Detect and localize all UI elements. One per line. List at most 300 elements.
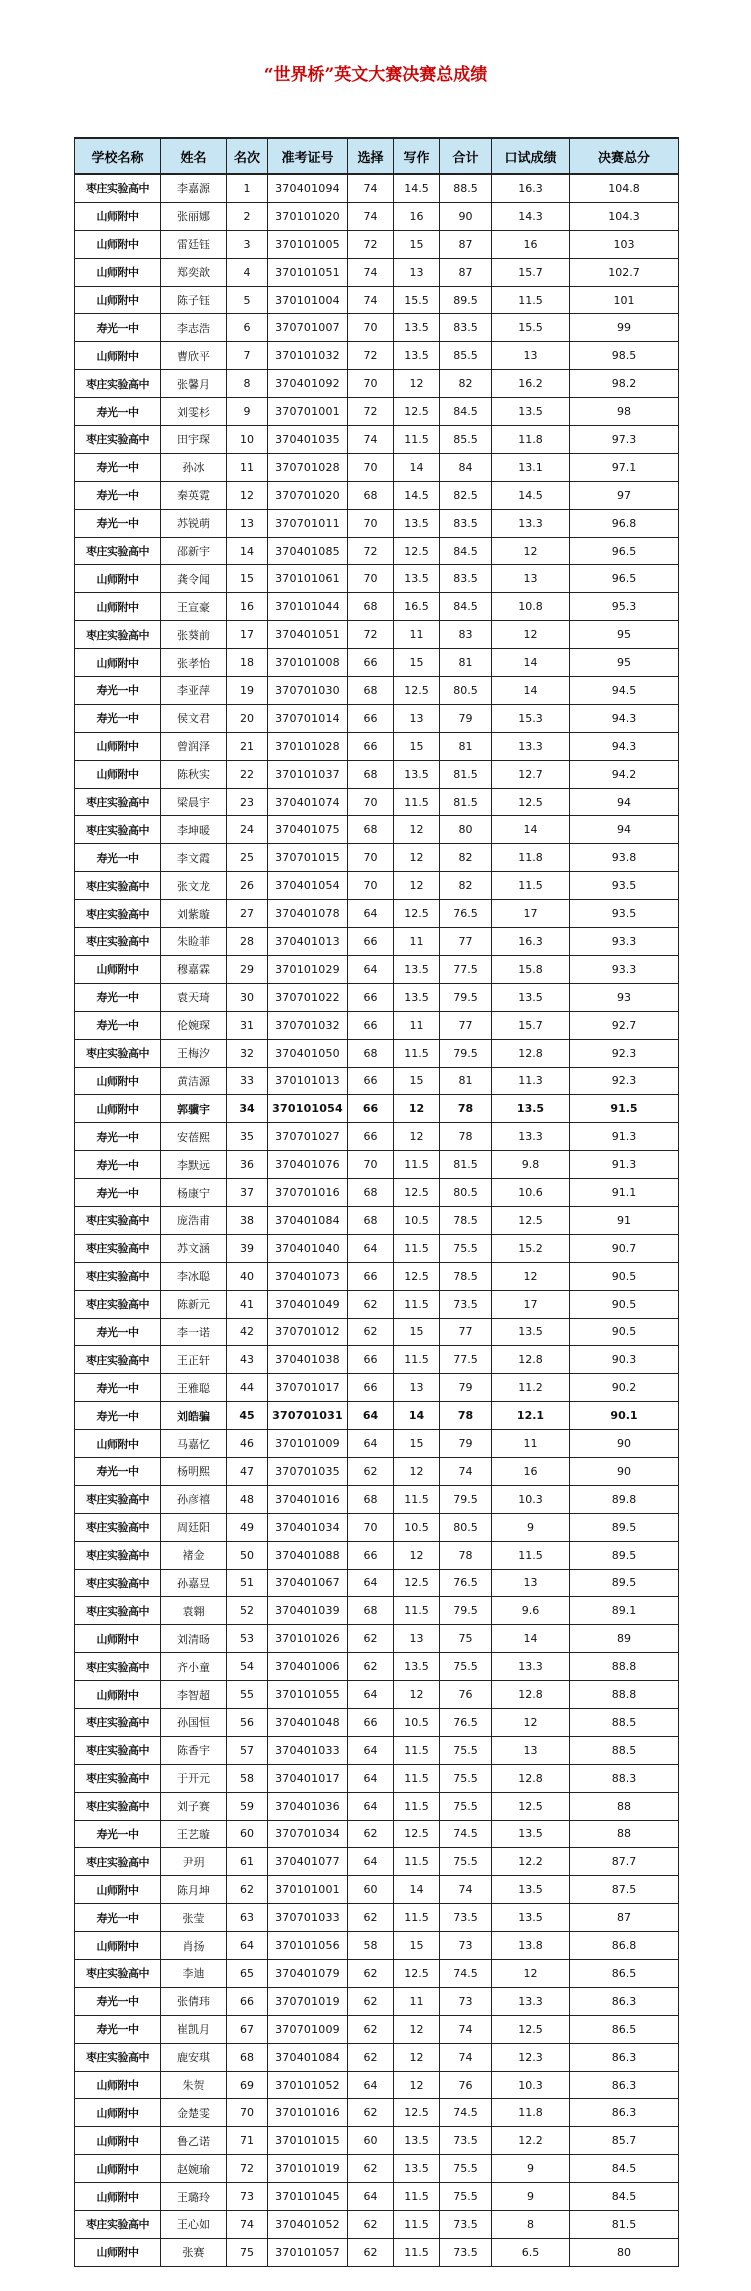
subtotal-cell: 76.5 — [440, 1708, 492, 1736]
subtotal-cell: 75 — [440, 1625, 492, 1653]
exam-number-cell: 370101052 — [268, 2071, 348, 2099]
writing-cell: 14 — [394, 1876, 440, 1904]
oral-cell: 16.3 — [492, 928, 570, 956]
subtotal-cell: 77 — [440, 928, 492, 956]
table-row — [75, 1346, 679, 1374]
exam-number-cell: 370101004 — [268, 286, 348, 314]
oral-cell: 15.7 — [492, 1011, 570, 1039]
school-cell: 枣庄实验高中 — [75, 1736, 161, 1764]
choice-cell: 70 — [348, 370, 394, 398]
writing-cell: 11 — [394, 621, 440, 649]
exam-number-cell: 370401054 — [268, 872, 348, 900]
rank-cell: 63 — [227, 1904, 268, 1932]
writing-cell: 13 — [394, 704, 440, 732]
final-total-cell: 94.5 — [570, 677, 679, 705]
rank-cell: 45 — [227, 1402, 268, 1430]
writing-cell: 15 — [394, 1932, 440, 1960]
header-final-total: 决赛总分 — [570, 138, 679, 174]
table-row — [75, 1681, 679, 1709]
exam-number-cell: 370101019 — [268, 2155, 348, 2183]
writing-cell: 13.5 — [394, 2155, 440, 2183]
final-total-cell: 94 — [570, 816, 679, 844]
subtotal-cell: 73 — [440, 1987, 492, 2015]
oral-cell: 12 — [492, 1708, 570, 1736]
table-row — [75, 1485, 679, 1513]
name-cell: 陈秋实 — [161, 760, 227, 788]
school-cell: 枣庄实验高中 — [75, 928, 161, 956]
oral-cell: 12 — [492, 537, 570, 565]
subtotal-cell: 81 — [440, 732, 492, 760]
name-cell: 李默远 — [161, 1151, 227, 1179]
exam-number-cell: 370401034 — [268, 1513, 348, 1541]
oral-cell: 12 — [492, 621, 570, 649]
rank-cell: 35 — [227, 1123, 268, 1151]
writing-cell: 12 — [394, 2071, 440, 2099]
choice-cell: 62 — [348, 1904, 394, 1932]
rank-cell: 69 — [227, 2071, 268, 2099]
choice-cell: 68 — [348, 677, 394, 705]
school-cell: 枣庄实验高中 — [75, 1848, 161, 1876]
writing-cell: 13.5 — [394, 983, 440, 1011]
table-row — [75, 1123, 679, 1151]
choice-cell: 64 — [348, 1430, 394, 1458]
rank-cell: 23 — [227, 788, 268, 816]
subtotal-cell: 74.5 — [440, 1960, 492, 1988]
table-row — [75, 1820, 679, 1848]
school-cell: 山师附中 — [75, 342, 161, 370]
choice-cell: 72 — [348, 537, 394, 565]
subtotal-cell: 79 — [440, 704, 492, 732]
choice-cell: 74 — [348, 202, 394, 230]
school-cell: 寿光一中 — [75, 677, 161, 705]
final-total-cell: 93.5 — [570, 872, 679, 900]
rank-cell: 3 — [227, 230, 268, 258]
table-row — [75, 1736, 679, 1764]
final-total-cell: 90 — [570, 1430, 679, 1458]
subtotal-cell: 76 — [440, 1681, 492, 1709]
subtotal-cell: 85.5 — [440, 342, 492, 370]
oral-cell: 12 — [492, 1960, 570, 1988]
name-cell: 刘皓骗 — [161, 1402, 227, 1430]
school-cell: 枣庄实验高中 — [75, 788, 161, 816]
subtotal-cell: 74.5 — [440, 1820, 492, 1848]
final-total-cell: 84.5 — [570, 2183, 679, 2211]
school-cell: 寿光一中 — [75, 1457, 161, 1485]
subtotal-cell: 88.5 — [440, 174, 492, 202]
final-total-cell: 86.8 — [570, 1932, 679, 1960]
exam-number-cell: 370401048 — [268, 1708, 348, 1736]
oral-cell: 11.8 — [492, 2099, 570, 2127]
subtotal-cell: 79.5 — [440, 1039, 492, 1067]
school-cell: 寿光一中 — [75, 844, 161, 872]
school-cell: 山师附中 — [75, 2071, 161, 2099]
table-row — [75, 398, 679, 426]
name-cell: 崔凯月 — [161, 2015, 227, 2043]
writing-cell: 11.5 — [394, 426, 440, 454]
writing-cell: 11 — [394, 1987, 440, 2015]
school-cell: 枣庄实验高中 — [75, 1485, 161, 1513]
rank-cell: 28 — [227, 928, 268, 956]
name-cell: 黄洁源 — [161, 1067, 227, 1095]
exam-number-cell: 370401084 — [268, 2043, 348, 2071]
exam-number-cell: 370701027 — [268, 1123, 348, 1151]
table-row — [75, 2071, 679, 2099]
rank-cell: 51 — [227, 1569, 268, 1597]
rank-cell: 8 — [227, 370, 268, 398]
final-total-cell: 91 — [570, 1206, 679, 1234]
choice-cell: 66 — [348, 1095, 394, 1123]
oral-cell: 17 — [492, 1290, 570, 1318]
table-row — [75, 230, 679, 258]
subtotal-cell: 78 — [440, 1123, 492, 1151]
name-cell: 金楚雯 — [161, 2099, 227, 2127]
exam-number-cell: 370401033 — [268, 1736, 348, 1764]
choice-cell: 64 — [348, 1764, 394, 1792]
final-total-cell: 96.8 — [570, 509, 679, 537]
choice-cell: 68 — [348, 593, 394, 621]
oral-cell: 13.1 — [492, 453, 570, 481]
choice-cell: 62 — [348, 1457, 394, 1485]
writing-cell: 14 — [394, 1402, 440, 1430]
oral-cell: 16.3 — [492, 174, 570, 202]
writing-cell: 11.5 — [394, 1848, 440, 1876]
school-cell: 枣庄实验高中 — [75, 1234, 161, 1262]
exam-number-cell: 370401013 — [268, 928, 348, 956]
final-total-cell: 80 — [570, 2238, 679, 2266]
school-cell: 枣庄实验高中 — [75, 370, 161, 398]
table-row — [75, 1541, 679, 1569]
oral-cell: 9 — [492, 2183, 570, 2211]
table-row — [75, 202, 679, 230]
school-cell: 山师附中 — [75, 2238, 161, 2266]
oral-cell: 13 — [492, 1736, 570, 1764]
name-cell: 陈月坤 — [161, 1876, 227, 1904]
rank-cell: 74 — [227, 2211, 268, 2239]
table-row — [75, 1513, 679, 1541]
oral-cell: 12.7 — [492, 760, 570, 788]
table-row — [75, 1848, 679, 1876]
subtotal-cell: 75.5 — [440, 1792, 492, 1820]
rank-cell: 9 — [227, 398, 268, 426]
final-total-cell: 92.3 — [570, 1067, 679, 1095]
subtotal-cell: 75.5 — [440, 2183, 492, 2211]
choice-cell: 64 — [348, 900, 394, 928]
table-row — [75, 1206, 679, 1234]
writing-cell: 14.5 — [394, 481, 440, 509]
rank-cell: 10 — [227, 426, 268, 454]
oral-cell: 17 — [492, 900, 570, 928]
writing-cell: 11.5 — [394, 1597, 440, 1625]
choice-cell: 66 — [348, 1123, 394, 1151]
exam-number-cell: 370101026 — [268, 1625, 348, 1653]
rank-cell: 29 — [227, 955, 268, 983]
rank-cell: 41 — [227, 1290, 268, 1318]
subtotal-cell: 82 — [440, 844, 492, 872]
rank-cell: 62 — [227, 1876, 268, 1904]
subtotal-cell: 84.5 — [440, 593, 492, 621]
final-total-cell: 90.5 — [570, 1290, 679, 1318]
final-total-cell: 89.5 — [570, 1569, 679, 1597]
school-cell: 山师附中 — [75, 1876, 161, 1904]
table-row — [75, 1318, 679, 1346]
page-title: “世界桥”英文大赛决赛总成绩 — [263, 65, 488, 85]
school-cell: 山师附中 — [75, 1095, 161, 1123]
writing-cell: 11.5 — [394, 1485, 440, 1513]
subtotal-cell: 78 — [440, 1095, 492, 1123]
choice-cell: 68 — [348, 1485, 394, 1513]
name-cell: 田宇琛 — [161, 426, 227, 454]
final-total-cell: 98 — [570, 398, 679, 426]
subtotal-cell: 79 — [440, 1430, 492, 1458]
table-row — [75, 1960, 679, 1988]
rank-cell: 53 — [227, 1625, 268, 1653]
rank-cell: 19 — [227, 677, 268, 705]
name-cell: 苏文涵 — [161, 1234, 227, 1262]
oral-cell: 12.5 — [492, 1206, 570, 1234]
choice-cell: 64 — [348, 1234, 394, 1262]
school-cell: 枣庄实验高中 — [75, 537, 161, 565]
exam-number-cell: 370401073 — [268, 1262, 348, 1290]
subtotal-cell: 81.5 — [440, 760, 492, 788]
rank-cell: 37 — [227, 1179, 268, 1207]
school-cell: 枣庄实验高中 — [75, 1346, 161, 1374]
table-row — [75, 2099, 679, 2127]
school-cell: 山师附中 — [75, 732, 161, 760]
rank-cell: 36 — [227, 1151, 268, 1179]
rank-cell: 59 — [227, 1792, 268, 1820]
table-row — [75, 983, 679, 1011]
rank-cell: 47 — [227, 1457, 268, 1485]
writing-cell: 11.5 — [394, 1792, 440, 1820]
writing-cell: 15 — [394, 230, 440, 258]
rank-cell: 42 — [227, 1318, 268, 1346]
table-row — [75, 1708, 679, 1736]
table-row — [75, 426, 679, 454]
exam-number-cell: 370701012 — [268, 1318, 348, 1346]
rank-cell: 49 — [227, 1513, 268, 1541]
rank-cell: 17 — [227, 621, 268, 649]
exam-number-cell: 370401079 — [268, 1960, 348, 1988]
choice-cell: 68 — [348, 481, 394, 509]
oral-cell: 13.3 — [492, 1653, 570, 1681]
final-total-cell: 89.5 — [570, 1513, 679, 1541]
oral-cell: 15.5 — [492, 314, 570, 342]
final-total-cell: 103 — [570, 230, 679, 258]
rank-cell: 75 — [227, 2238, 268, 2266]
school-cell: 寿光一中 — [75, 1402, 161, 1430]
subtotal-cell: 83.5 — [440, 509, 492, 537]
name-cell: 孙嘉昱 — [161, 1569, 227, 1597]
name-cell: 李冰聪 — [161, 1262, 227, 1290]
exam-number-cell: 370701034 — [268, 1820, 348, 1848]
school-cell: 寿光一中 — [75, 2015, 161, 2043]
exam-number-cell: 370101005 — [268, 230, 348, 258]
table-row — [75, 872, 679, 900]
final-total-cell: 97.3 — [570, 426, 679, 454]
choice-cell: 60 — [348, 2127, 394, 2155]
oral-cell: 10.6 — [492, 1179, 570, 1207]
choice-cell: 62 — [348, 2015, 394, 2043]
subtotal-cell: 75.5 — [440, 1764, 492, 1792]
name-cell: 龚令闻 — [161, 565, 227, 593]
final-total-cell: 90 — [570, 1457, 679, 1485]
writing-cell: 14 — [394, 453, 440, 481]
school-cell: 寿光一中 — [75, 704, 161, 732]
exam-number-cell: 370101020 — [268, 202, 348, 230]
name-cell: 安蓓熙 — [161, 1123, 227, 1151]
name-cell: 刘紫璇 — [161, 900, 227, 928]
exam-number-cell: 370101054 — [268, 1095, 348, 1123]
choice-cell: 70 — [348, 872, 394, 900]
name-cell: 袁天琦 — [161, 983, 227, 1011]
rank-cell: 71 — [227, 2127, 268, 2155]
table-row — [75, 760, 679, 788]
school-cell: 枣庄实验高中 — [75, 1960, 161, 1988]
rank-cell: 12 — [227, 481, 268, 509]
table-row — [75, 1402, 679, 1430]
exam-number-cell: 370101037 — [268, 760, 348, 788]
table-row — [75, 2183, 679, 2211]
choice-cell: 70 — [348, 1513, 394, 1541]
exam-number-cell: 370401036 — [268, 1792, 348, 1820]
oral-cell: 12.2 — [492, 2127, 570, 2155]
subtotal-cell: 83 — [440, 621, 492, 649]
rank-cell: 27 — [227, 900, 268, 928]
writing-cell: 13.5 — [394, 342, 440, 370]
name-cell: 尹玥 — [161, 1848, 227, 1876]
school-cell: 山师附中 — [75, 760, 161, 788]
writing-cell: 12 — [394, 370, 440, 398]
table-row — [75, 286, 679, 314]
choice-cell: 62 — [348, 2211, 394, 2239]
writing-cell: 12.5 — [394, 1820, 440, 1848]
final-total-cell: 90.3 — [570, 1346, 679, 1374]
subtotal-cell: 87 — [440, 258, 492, 286]
exam-number-cell: 370401035 — [268, 426, 348, 454]
subtotal-cell: 74 — [440, 2015, 492, 2043]
table-row — [75, 1095, 679, 1123]
writing-cell: 16.5 — [394, 593, 440, 621]
name-cell: 张葵前 — [161, 621, 227, 649]
writing-cell: 12.5 — [394, 1179, 440, 1207]
exam-number-cell: 370401085 — [268, 537, 348, 565]
rank-cell: 21 — [227, 732, 268, 760]
writing-cell: 13.5 — [394, 314, 440, 342]
oral-cell: 11.8 — [492, 844, 570, 872]
rank-cell: 39 — [227, 1234, 268, 1262]
subtotal-cell: 77 — [440, 1318, 492, 1346]
table-row — [75, 1039, 679, 1067]
final-total-cell: 92.3 — [570, 1039, 679, 1067]
rank-cell: 38 — [227, 1206, 268, 1234]
subtotal-cell: 87 — [440, 230, 492, 258]
final-total-cell: 88.5 — [570, 1736, 679, 1764]
rank-cell: 16 — [227, 593, 268, 621]
school-cell: 山师附中 — [75, 649, 161, 677]
school-cell: 山师附中 — [75, 955, 161, 983]
writing-cell: 12.5 — [394, 1569, 440, 1597]
school-cell: 山师附中 — [75, 286, 161, 314]
choice-cell: 66 — [348, 1262, 394, 1290]
writing-cell: 11.5 — [394, 1764, 440, 1792]
rank-cell: 22 — [227, 760, 268, 788]
table-row — [75, 342, 679, 370]
writing-cell: 13.5 — [394, 760, 440, 788]
school-cell: 枣庄实验高中 — [75, 1597, 161, 1625]
final-total-cell: 91.3 — [570, 1123, 679, 1151]
writing-cell: 12 — [394, 1457, 440, 1485]
rank-cell: 20 — [227, 704, 268, 732]
choice-cell: 68 — [348, 760, 394, 788]
name-cell: 李坤暖 — [161, 816, 227, 844]
final-total-cell: 94 — [570, 788, 679, 816]
choice-cell: 62 — [348, 1820, 394, 1848]
school-cell: 枣庄实验高中 — [75, 1262, 161, 1290]
choice-cell: 66 — [348, 1708, 394, 1736]
choice-cell: 66 — [348, 1011, 394, 1039]
name-cell: 褚金 — [161, 1541, 227, 1569]
rank-cell: 44 — [227, 1374, 268, 1402]
subtotal-cell: 84 — [440, 453, 492, 481]
oral-cell: 11 — [492, 1430, 570, 1458]
choice-cell: 62 — [348, 2099, 394, 2127]
writing-cell: 15 — [394, 1067, 440, 1095]
oral-cell: 9 — [492, 1513, 570, 1541]
final-total-cell: 93.3 — [570, 928, 679, 956]
subtotal-cell: 79.5 — [440, 983, 492, 1011]
table-row — [75, 453, 679, 481]
school-cell: 山师附中 — [75, 2155, 161, 2183]
school-cell: 寿光一中 — [75, 1123, 161, 1151]
table-row — [75, 2211, 679, 2239]
exam-number-cell: 370701007 — [268, 314, 348, 342]
choice-cell: 66 — [348, 732, 394, 760]
name-cell: 李嘉源 — [161, 174, 227, 202]
final-total-cell: 88.8 — [570, 1653, 679, 1681]
exam-number-cell: 370401084 — [268, 1206, 348, 1234]
final-total-cell: 87.7 — [570, 1848, 679, 1876]
choice-cell: 72 — [348, 621, 394, 649]
oral-cell: 14 — [492, 677, 570, 705]
name-cell: 张孝怡 — [161, 649, 227, 677]
final-total-cell: 101 — [570, 286, 679, 314]
table-row — [75, 1234, 679, 1262]
final-total-cell: 90.1 — [570, 1402, 679, 1430]
name-cell: 李智超 — [161, 1681, 227, 1709]
school-cell: 山师附中 — [75, 1681, 161, 1709]
table-row — [75, 593, 679, 621]
name-cell: 朱睑菲 — [161, 928, 227, 956]
writing-cell: 15.5 — [394, 286, 440, 314]
oral-cell: 11.8 — [492, 426, 570, 454]
writing-cell: 13 — [394, 1625, 440, 1653]
subtotal-cell: 77 — [440, 1011, 492, 1039]
final-total-cell: 92.7 — [570, 1011, 679, 1039]
oral-cell: 10.3 — [492, 1485, 570, 1513]
final-total-cell: 91.5 — [570, 1095, 679, 1123]
table-row — [75, 704, 679, 732]
school-cell: 枣庄实验高中 — [75, 426, 161, 454]
choice-cell: 64 — [348, 1792, 394, 1820]
subtotal-cell: 74 — [440, 1876, 492, 1904]
oral-cell: 12 — [492, 1262, 570, 1290]
writing-cell: 11.5 — [394, 2183, 440, 2211]
exam-number-cell: 370701011 — [268, 509, 348, 537]
exam-number-cell: 370101028 — [268, 732, 348, 760]
name-cell: 秦英霓 — [161, 481, 227, 509]
final-total-cell: 88.5 — [570, 1708, 679, 1736]
name-cell: 穆嘉霖 — [161, 955, 227, 983]
